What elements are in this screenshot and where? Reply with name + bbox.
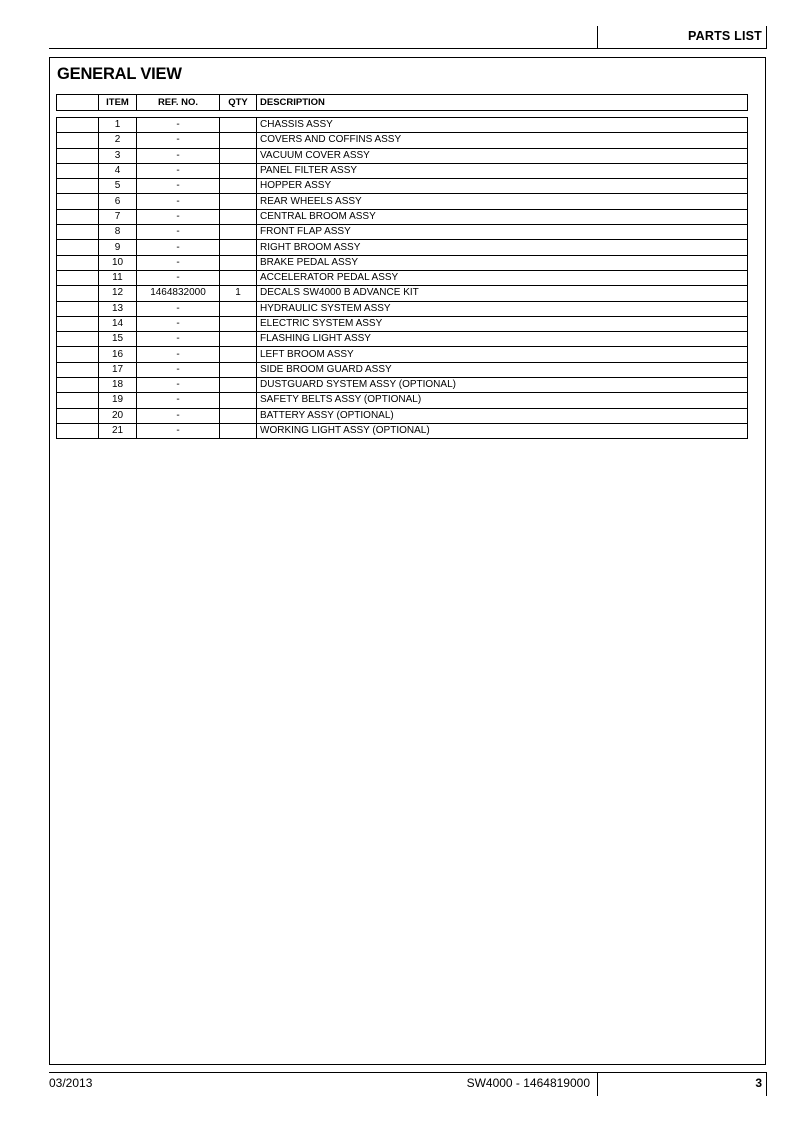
item-cell: 10 — [99, 255, 137, 270]
description-cell: RIGHT BROOM ASSY — [257, 240, 748, 255]
table-row — [57, 316, 748, 331]
item-cell: 5 — [99, 179, 137, 194]
description-cell: SAFETY BELTS ASSY (OPTIONAL) — [257, 393, 748, 408]
item-cell: 1 — [99, 118, 137, 133]
item-cell: 15 — [99, 332, 137, 347]
qty-cell — [220, 225, 257, 240]
ref-no-cell: - — [137, 240, 220, 255]
parts-table — [56, 117, 748, 439]
description-cell: CHASSIS ASSY — [257, 118, 748, 133]
ref-no-cell: - — [137, 148, 220, 163]
row-blank-cell — [57, 301, 99, 316]
ref-no-cell: - — [137, 163, 220, 178]
item-cell: 18 — [99, 378, 137, 393]
ref-no-cell: - — [137, 332, 220, 347]
table-row — [57, 393, 748, 408]
row-blank-cell — [57, 423, 99, 438]
page-number: 3 — [755, 1076, 762, 1090]
row-blank-cell — [57, 393, 99, 408]
row-blank-cell — [57, 347, 99, 362]
qty-cell — [220, 332, 257, 347]
qty-cell — [220, 240, 257, 255]
row-blank-cell — [57, 270, 99, 285]
item-cell: 19 — [99, 393, 137, 408]
table-row — [57, 163, 748, 178]
description-cell: FLASHING LIGHT ASSY — [257, 332, 748, 347]
item-cell: 6 — [99, 194, 137, 209]
table-row — [57, 362, 748, 377]
table-row — [57, 408, 748, 423]
item-cell: 8 — [99, 225, 137, 240]
parts-table-body — [57, 118, 748, 439]
ref-no-cell: - — [137, 347, 220, 362]
ref-no-cell: 1464832000 — [137, 286, 220, 301]
qty-cell — [220, 194, 257, 209]
footer-model-code: SW4000 - 1464819000 — [466, 1076, 590, 1090]
description-cell: COVERS AND COFFINS ASSY — [257, 133, 748, 148]
row-blank-cell — [57, 316, 99, 331]
table-row — [57, 255, 748, 270]
table-row — [57, 270, 748, 285]
row-blank-cell — [57, 194, 99, 209]
qty-cell — [220, 301, 257, 316]
table-row — [57, 179, 748, 194]
table-row — [57, 347, 748, 362]
row-blank-cell — [57, 240, 99, 255]
item-cell: 16 — [99, 347, 137, 362]
item-cell: 12 — [99, 286, 137, 301]
column-header-description: DESCRIPTION — [257, 95, 748, 111]
item-cell: 3 — [99, 148, 137, 163]
row-blank-cell — [57, 255, 99, 270]
description-cell: LEFT BROOM ASSY — [257, 347, 748, 362]
description-cell: ELECTRIC SYSTEM ASSY — [257, 316, 748, 331]
row-blank-cell — [57, 163, 99, 178]
qty-cell — [220, 362, 257, 377]
table-row — [57, 378, 748, 393]
row-blank-cell — [57, 179, 99, 194]
row-blank-cell — [57, 378, 99, 393]
qty-cell — [220, 209, 257, 224]
table-row — [57, 240, 748, 255]
qty-cell — [220, 133, 257, 148]
description-cell: ACCELERATOR PEDAL ASSY — [257, 270, 748, 285]
ref-no-cell: - — [137, 194, 220, 209]
table-row — [57, 118, 748, 133]
row-blank-cell — [57, 133, 99, 148]
qty-cell — [220, 148, 257, 163]
ref-no-cell: - — [137, 301, 220, 316]
ref-no-cell: - — [137, 225, 220, 240]
parts-table-header — [56, 94, 748, 111]
qty-cell: 1 — [220, 286, 257, 301]
table-row — [57, 148, 748, 163]
row-blank-cell — [57, 286, 99, 301]
ref-no-cell: - — [137, 255, 220, 270]
qty-cell — [220, 179, 257, 194]
footer-end-rule — [766, 1072, 767, 1096]
description-cell: BATTERY ASSY (OPTIONAL) — [257, 408, 748, 423]
footer-separator — [597, 1072, 598, 1096]
table-row — [57, 194, 748, 209]
qty-cell — [220, 347, 257, 362]
description-cell: DUSTGUARD SYSTEM ASSY (OPTIONAL) — [257, 378, 748, 393]
item-cell: 21 — [99, 423, 137, 438]
item-cell: 17 — [99, 362, 137, 377]
ref-no-cell: - — [137, 179, 220, 194]
row-blank-cell — [57, 408, 99, 423]
ref-no-cell: - — [137, 133, 220, 148]
qty-cell — [220, 316, 257, 331]
item-cell: 20 — [99, 408, 137, 423]
header-end-rule — [766, 26, 767, 48]
row-blank-cell — [57, 118, 99, 133]
description-cell: WORKING LIGHT ASSY (OPTIONAL) — [257, 423, 748, 438]
description-cell: PANEL FILTER ASSY — [257, 163, 748, 178]
ref-no-cell: - — [137, 362, 220, 377]
ref-no-cell: - — [137, 423, 220, 438]
description-cell: DECALS SW4000 B ADVANCE KIT — [257, 286, 748, 301]
table-row — [57, 225, 748, 240]
description-cell: VACUUM COVER ASSY — [257, 148, 748, 163]
ref-no-cell: - — [137, 209, 220, 224]
description-cell: CENTRAL BROOM ASSY — [257, 209, 748, 224]
item-cell: 11 — [99, 270, 137, 285]
ref-no-cell: - — [137, 270, 220, 285]
description-cell: BRAKE PEDAL ASSY — [257, 255, 748, 270]
table-row — [57, 209, 748, 224]
table-row — [57, 286, 748, 301]
column-header-ref-no: REF. NO. — [137, 95, 220, 111]
column-header-item: ITEM — [99, 95, 137, 111]
description-cell: HOPPER ASSY — [257, 179, 748, 194]
table-row — [57, 332, 748, 347]
description-cell: REAR WHEELS ASSY — [257, 194, 748, 209]
row-blank-cell — [57, 209, 99, 224]
table-row — [57, 423, 748, 438]
header-separator — [597, 26, 598, 48]
footer-date: 03/2013 — [49, 1076, 93, 1090]
ref-no-cell: - — [137, 118, 220, 133]
qty-cell — [220, 270, 257, 285]
qty-cell — [220, 393, 257, 408]
description-cell: HYDRAULIC SYSTEM ASSY — [257, 301, 748, 316]
item-cell: 13 — [99, 301, 137, 316]
item-cell: 7 — [99, 209, 137, 224]
column-header-qty: QTY — [220, 95, 257, 111]
footer-rule — [49, 1072, 767, 1073]
header-rule — [49, 48, 767, 49]
qty-cell — [220, 163, 257, 178]
item-cell: 9 — [99, 240, 137, 255]
ref-no-cell: - — [137, 316, 220, 331]
document-section-title: PARTS LIST — [688, 29, 762, 43]
page-title: GENERAL VIEW — [57, 65, 182, 83]
row-blank-cell — [57, 225, 99, 240]
description-cell: FRONT FLAP ASSY — [257, 225, 748, 240]
description-cell: SIDE BROOM GUARD ASSY — [257, 362, 748, 377]
qty-cell — [220, 378, 257, 393]
qty-cell — [220, 255, 257, 270]
qty-cell — [220, 118, 257, 133]
row-blank-cell — [57, 362, 99, 377]
qty-cell — [220, 423, 257, 438]
header-blank-cell — [57, 95, 99, 111]
ref-no-cell: - — [137, 393, 220, 408]
row-blank-cell — [57, 332, 99, 347]
ref-no-cell: - — [137, 408, 220, 423]
row-blank-cell — [57, 148, 99, 163]
item-cell: 2 — [99, 133, 137, 148]
table-row — [57, 301, 748, 316]
qty-cell — [220, 408, 257, 423]
table-row — [57, 133, 748, 148]
item-cell: 14 — [99, 316, 137, 331]
table-header-row — [57, 95, 748, 111]
item-cell: 4 — [99, 163, 137, 178]
ref-no-cell: - — [137, 378, 220, 393]
